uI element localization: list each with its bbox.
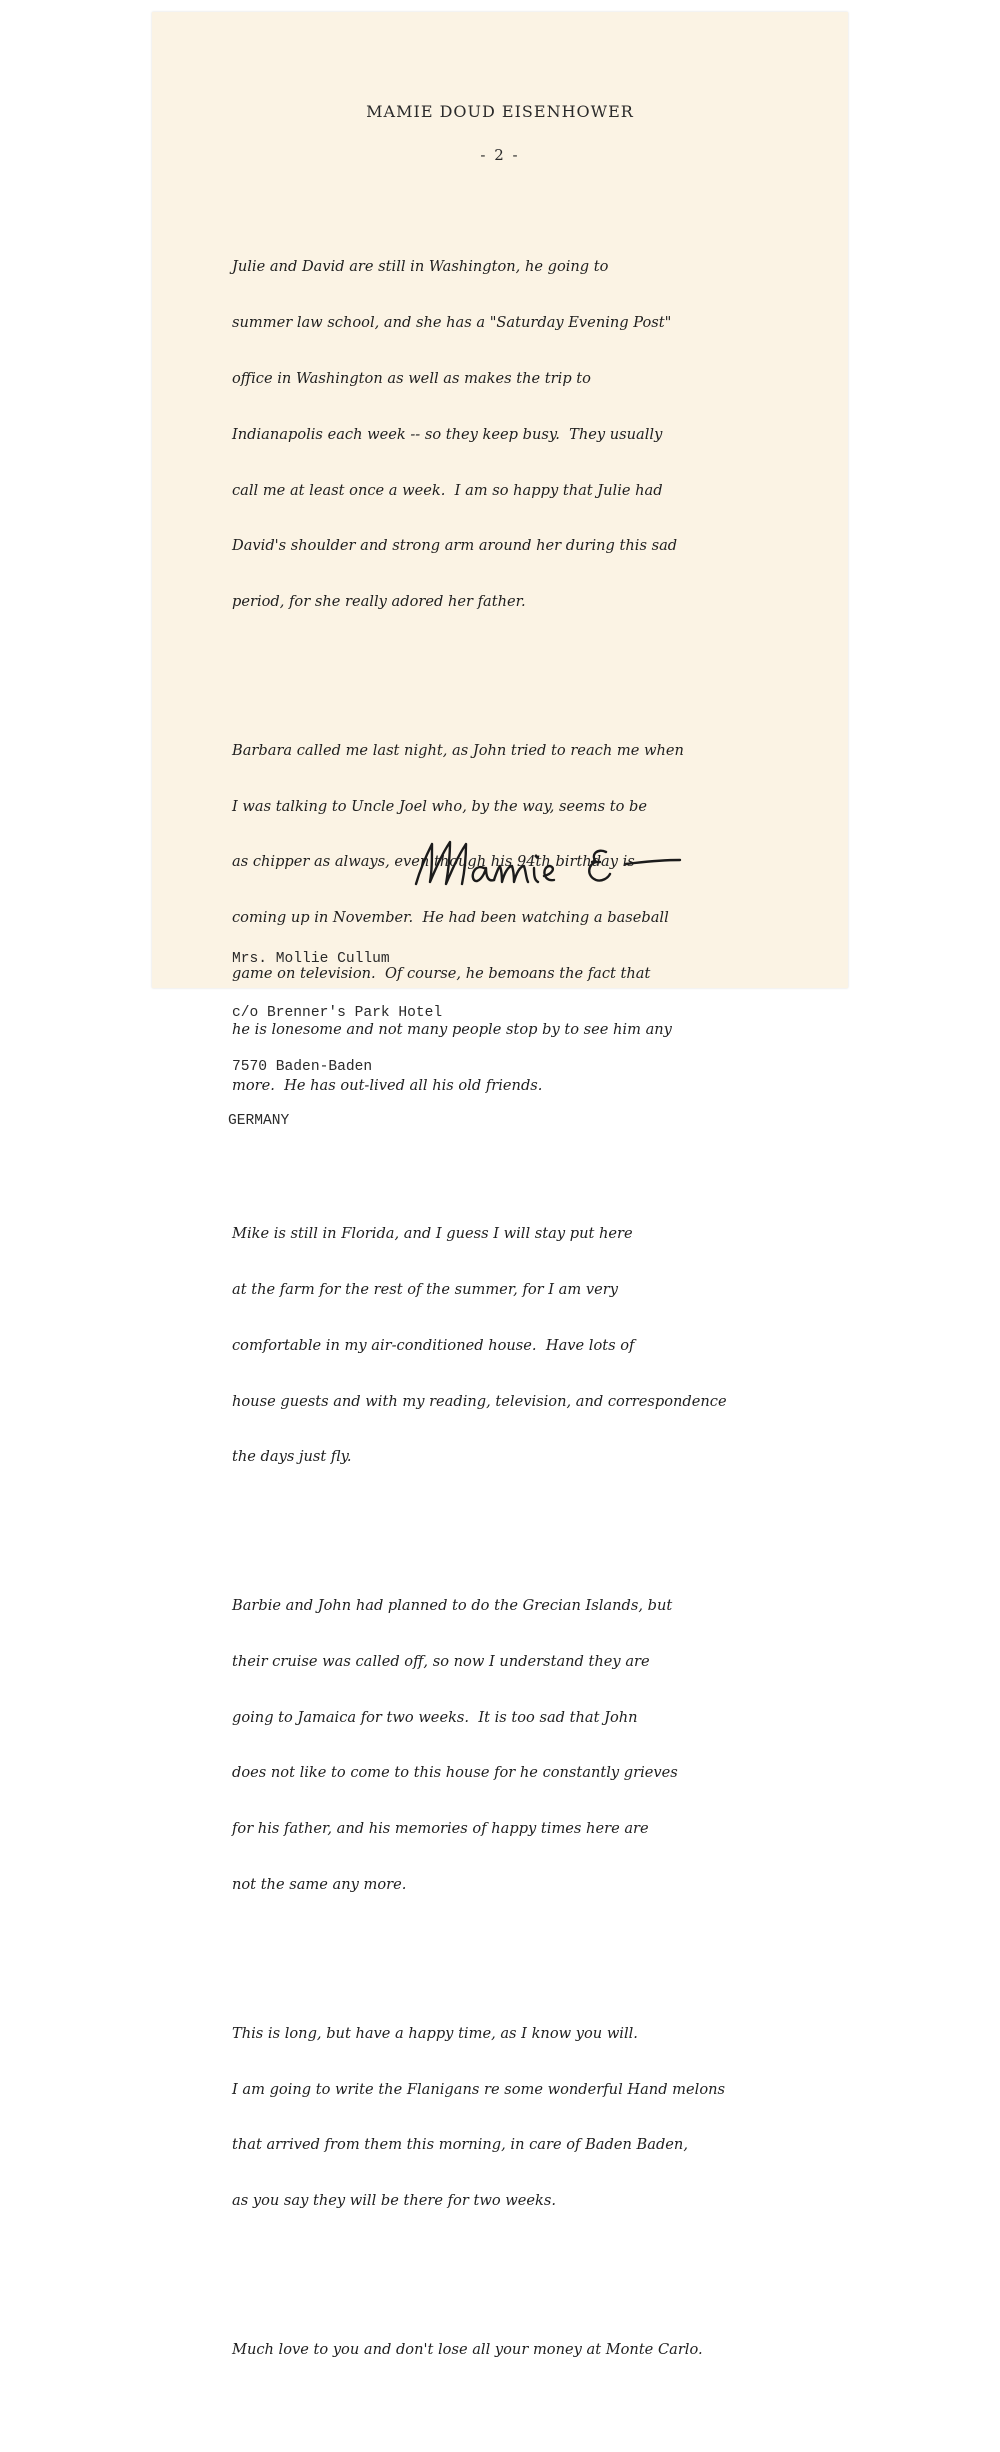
address-line: 7570 Baden-Baden: [232, 1059, 373, 1075]
text-line: game on television. Of course, he bemoans the fact that: [232, 964, 651, 982]
recipient-address: [228, 914, 443, 1166]
text-line: their cruise was called off, so now I understand they are: [232, 1652, 650, 1670]
text-line: not the same any more.: [232, 1876, 407, 1894]
address-line: Mrs. Mollie Cullum: [232, 951, 390, 967]
paragraph-1: [232, 221, 842, 649]
address-line: GERMANY: [228, 1113, 290, 1129]
closing-line: [232, 2304, 842, 2397]
text-line: he is lonesome and not many people stop by to see him any: [232, 1020, 672, 1038]
text-line: going to Jamaica for two weeks. It is too sad that John: [232, 1708, 638, 1726]
signature: [410, 830, 710, 900]
text-line: call me at least once a week. I am so happy that Julie had: [232, 481, 663, 499]
text-line: I was talking to Uncle Joel who, by the way, seems to be: [232, 797, 648, 815]
text-line: period, for she really adored her father.: [232, 593, 526, 611]
text-line: at the farm for the rest of the summer, for I am very: [232, 1281, 618, 1299]
text-line: as you say they will be there for two weeks.: [232, 2192, 556, 2210]
letterhead: MAMIE DOUD EISENHOWER: [366, 102, 634, 121]
text-line: summer law school, and she has a "Saturday Evening Post": [232, 314, 672, 332]
text-line: comfortable in my air-conditioned house. Have lots of: [232, 1336, 635, 1354]
text-line: Barbara called me last night, as John tried to reach me when: [232, 741, 684, 759]
address-line: c/o Brenner's Park Hotel: [232, 1005, 443, 1021]
text-line: Much love to you and don't lose all your money at Monte Carlo.: [232, 2340, 703, 2358]
text-line: that arrived from them this morning, in care of Baden Baden,: [232, 2136, 688, 2154]
letter-body: [232, 184, 842, 2452]
text-line: Indianapolis each week -- so they keep busy. They usually: [232, 425, 663, 443]
text-line: the days just fly.: [232, 1448, 352, 1466]
text-line: for his father, and his memories of happy times here are: [232, 1820, 649, 1838]
text-line: house guests and with my reading, television, and correspondence: [232, 1392, 727, 1410]
paragraph-5: [232, 1988, 842, 2248]
text-line: office in Washington as well as makes the trip to: [232, 369, 591, 387]
text-line: David's shoulder and strong arm around her during this sad: [232, 537, 678, 555]
text-line: I am going to write the Flanigans re some wonderful Hand melons: [232, 2080, 725, 2098]
text-line: more. He has out-lived all his old friends.: [232, 1076, 543, 1094]
text-line: coming up in November. He had been watching a baseball: [232, 909, 669, 927]
text-line: Julie and David are still in Washington, he going to: [232, 258, 609, 276]
page-number: - 2 -: [480, 146, 520, 164]
paragraph-4: [232, 1560, 842, 1932]
text-line: Barbie and John had planned to do the Grecian Islands, but: [232, 1597, 673, 1615]
letter-page: [152, 12, 848, 2358]
paragraph-3: [232, 1188, 842, 1504]
text-line: does not like to come to this house for he constantly grieves: [232, 1764, 678, 1782]
text-line: This is long, but have a happy time, as I know you will.: [232, 2024, 638, 2042]
text-line: as chipper as always, even though his 94th birthday is: [232, 853, 635, 871]
text-line: Mike is still in Florida, and I guess I will stay put here: [232, 1225, 633, 1243]
